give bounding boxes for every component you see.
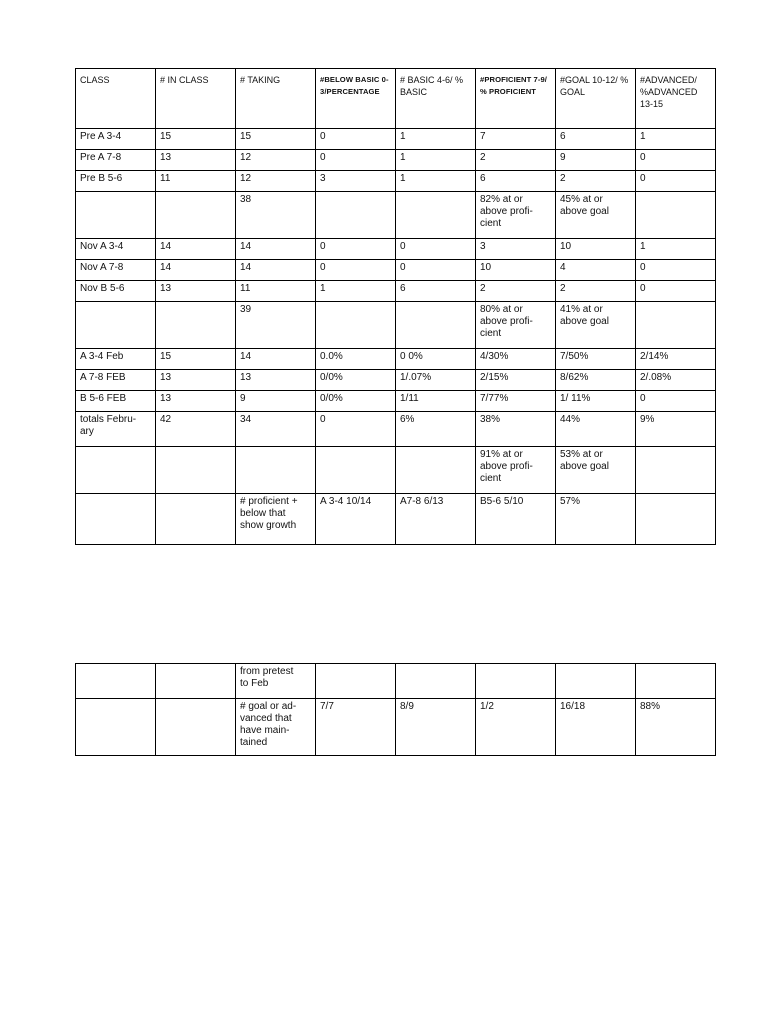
table-cell: 1: [396, 129, 476, 150]
table-cell: 34: [236, 412, 316, 447]
table-cell: totals Febru- ary: [76, 412, 156, 447]
header-cell: #GOAL 10-12/ % GOAL: [556, 69, 636, 129]
table-cell: 1/2: [476, 699, 556, 756]
table-cell: 14: [236, 239, 316, 260]
table-cell: [316, 192, 396, 239]
table-cell: 13: [156, 281, 236, 302]
table-cell: [396, 302, 476, 349]
table-cell: 2/.08%: [636, 370, 716, 391]
table-cell: Pre A 7-8: [76, 150, 156, 171]
table-row: [76, 494, 716, 545]
table-cell: 14: [156, 260, 236, 281]
table-cell: 14: [236, 349, 316, 370]
table-cell: 80% at or above profi- cient: [476, 302, 556, 349]
table-cell: 9: [236, 391, 316, 412]
table-row: [76, 391, 716, 412]
table-cell: A 3-4 10/14: [316, 494, 396, 545]
table-cell: 2: [476, 281, 556, 302]
table-cell: 57%: [556, 494, 636, 545]
table-cell: 82% at or above profi- cient: [476, 192, 556, 239]
table-cell: [316, 664, 396, 699]
table-cell: A7-8 6/13: [396, 494, 476, 545]
table-row: [76, 370, 716, 391]
table-cell: [556, 664, 636, 699]
table-cell: 1: [396, 171, 476, 192]
table-cell: Pre A 3-4: [76, 129, 156, 150]
table-row: [76, 412, 716, 447]
table-cell: 0: [636, 171, 716, 192]
table-cell: 42: [156, 412, 236, 447]
header-cell: #ADVANCED/ %ADVANCED 13-15: [636, 69, 716, 129]
table-cell: 6%: [396, 412, 476, 447]
table-row: [76, 302, 716, 349]
table-cell: 8/9: [396, 699, 476, 756]
table-cell: 39: [236, 302, 316, 349]
table-row: [76, 664, 716, 699]
table-cell: 9: [556, 150, 636, 171]
table-row: [76, 447, 716, 494]
table-cell: 2: [556, 281, 636, 302]
table-cell: 1/11: [396, 391, 476, 412]
header-row: [76, 69, 716, 129]
table-cell: 11: [156, 171, 236, 192]
table-cell: from pretest to Feb: [236, 664, 316, 699]
table-cell: 3: [476, 239, 556, 260]
table-cell: [316, 302, 396, 349]
table-cell: 9%: [636, 412, 716, 447]
table-cell: [76, 494, 156, 545]
header-cell: #BELOW BASIC 0-3/PERCENTAGE: [316, 69, 396, 129]
table-cell: 6: [476, 171, 556, 192]
table-cell: 0: [316, 412, 396, 447]
table-cell: 14: [156, 239, 236, 260]
table-cell: 15: [156, 129, 236, 150]
table-cell: [156, 447, 236, 494]
table-cell: 13: [156, 150, 236, 171]
table-cell: [76, 664, 156, 699]
table-cell: 0: [316, 260, 396, 281]
table-cell: [636, 302, 716, 349]
table-cell: 4: [556, 260, 636, 281]
table-cell: [156, 302, 236, 349]
table-cell: 38: [236, 192, 316, 239]
table-cell: 44%: [556, 412, 636, 447]
table-cell: [636, 192, 716, 239]
table-cell: [396, 192, 476, 239]
table-cell: 7/50%: [556, 349, 636, 370]
table-cell: 1: [316, 281, 396, 302]
table-cell: [476, 664, 556, 699]
table-cell: 12: [236, 150, 316, 171]
table-cell: B 5-6 FEB: [76, 391, 156, 412]
table-cell: [236, 447, 316, 494]
maintained-table: [75, 663, 716, 756]
table-cell: 15: [236, 129, 316, 150]
table-row: [76, 150, 716, 171]
table-cell: [636, 664, 716, 699]
table-cell: 16/18: [556, 699, 636, 756]
table-row: [76, 171, 716, 192]
table-row: [76, 192, 716, 239]
table-cell: 0: [396, 239, 476, 260]
table-cell: [636, 447, 716, 494]
table-cell: 8/62%: [556, 370, 636, 391]
table-cell: 1/ 11%: [556, 391, 636, 412]
table-cell: 0: [396, 260, 476, 281]
table-cell: 0.0%: [316, 349, 396, 370]
table-cell: [76, 192, 156, 239]
table-cell: [156, 494, 236, 545]
table-cell: 13: [156, 391, 236, 412]
table-cell: 10: [476, 260, 556, 281]
table-cell: [636, 494, 716, 545]
table-cell: 13: [236, 370, 316, 391]
table-cell: 13: [156, 370, 236, 391]
table-cell: 1: [636, 239, 716, 260]
table-cell: [76, 699, 156, 756]
table-row: [76, 129, 716, 150]
table-cell: # proficient + below that show growth: [236, 494, 316, 545]
header-cell: # IN CLASS: [156, 69, 236, 129]
table-cell: A 3-4 Feb: [76, 349, 156, 370]
table-cell: 0: [636, 150, 716, 171]
table-cell: 6: [396, 281, 476, 302]
table-row: [76, 699, 716, 756]
table-row: [76, 239, 716, 260]
table-cell: Nov B 5-6: [76, 281, 156, 302]
table-cell: 6: [556, 129, 636, 150]
table-row: [76, 281, 716, 302]
table-cell: 1: [636, 129, 716, 150]
table-cell: 0: [636, 281, 716, 302]
table-cell: [156, 699, 236, 756]
table-cell: 88%: [636, 699, 716, 756]
table-cell: A 7-8 FEB: [76, 370, 156, 391]
header-cell: # BASIC 4-6/ % BASIC: [396, 69, 476, 129]
table-cell: 7: [476, 129, 556, 150]
table-cell: 7/7: [316, 699, 396, 756]
table-cell: 2/15%: [476, 370, 556, 391]
results-table: [75, 68, 716, 545]
table-cell: 2/14%: [636, 349, 716, 370]
table-cell: 0 0%: [396, 349, 476, 370]
table-cell: [76, 447, 156, 494]
table-cell: [156, 192, 236, 239]
table-cell: 0: [316, 239, 396, 260]
table-cell: B5-6 5/10: [476, 494, 556, 545]
table-cell: 4/30%: [476, 349, 556, 370]
table-row: [76, 260, 716, 281]
table-cell: # goal or ad- vanced that have main- tained: [236, 699, 316, 756]
table-cell: [156, 664, 236, 699]
table-cell: 0/0%: [316, 391, 396, 412]
table-cell: [76, 302, 156, 349]
table-cell: Pre B 5-6: [76, 171, 156, 192]
table-cell: 1/.07%: [396, 370, 476, 391]
table-cell: 0: [316, 129, 396, 150]
table-cell: Nov A 3-4: [76, 239, 156, 260]
table-cell: [396, 447, 476, 494]
table-cell: 41% at or above goal: [556, 302, 636, 349]
table-cell: 15: [156, 349, 236, 370]
table-cell: 53% at or above goal: [556, 447, 636, 494]
table-cell: 10: [556, 239, 636, 260]
table-cell: 38%: [476, 412, 556, 447]
table-cell: 7/77%: [476, 391, 556, 412]
table-cell: 0: [636, 391, 716, 412]
table-cell: 1: [396, 150, 476, 171]
header-cell: CLASS: [76, 69, 156, 129]
table-cell: 11: [236, 281, 316, 302]
table-row: [76, 349, 716, 370]
table-cell: 14: [236, 260, 316, 281]
table-cell: 0: [636, 260, 716, 281]
table-cell: 2: [476, 150, 556, 171]
table-cell: [396, 664, 476, 699]
table-cell: 45% at or above goal: [556, 192, 636, 239]
table-cell: Nov A 7-8: [76, 260, 156, 281]
table-cell: 12: [236, 171, 316, 192]
header-cell: #PROFICIENT 7-9/ % PROFICIENT: [476, 69, 556, 129]
table-cell: 91% at or above profi- cient: [476, 447, 556, 494]
table-cell: 0/0%: [316, 370, 396, 391]
table-cell: 2: [556, 171, 636, 192]
table-cell: [316, 447, 396, 494]
table-cell: 0: [316, 150, 396, 171]
table-cell: 3: [316, 171, 396, 192]
header-cell: # TAKING: [236, 69, 316, 129]
